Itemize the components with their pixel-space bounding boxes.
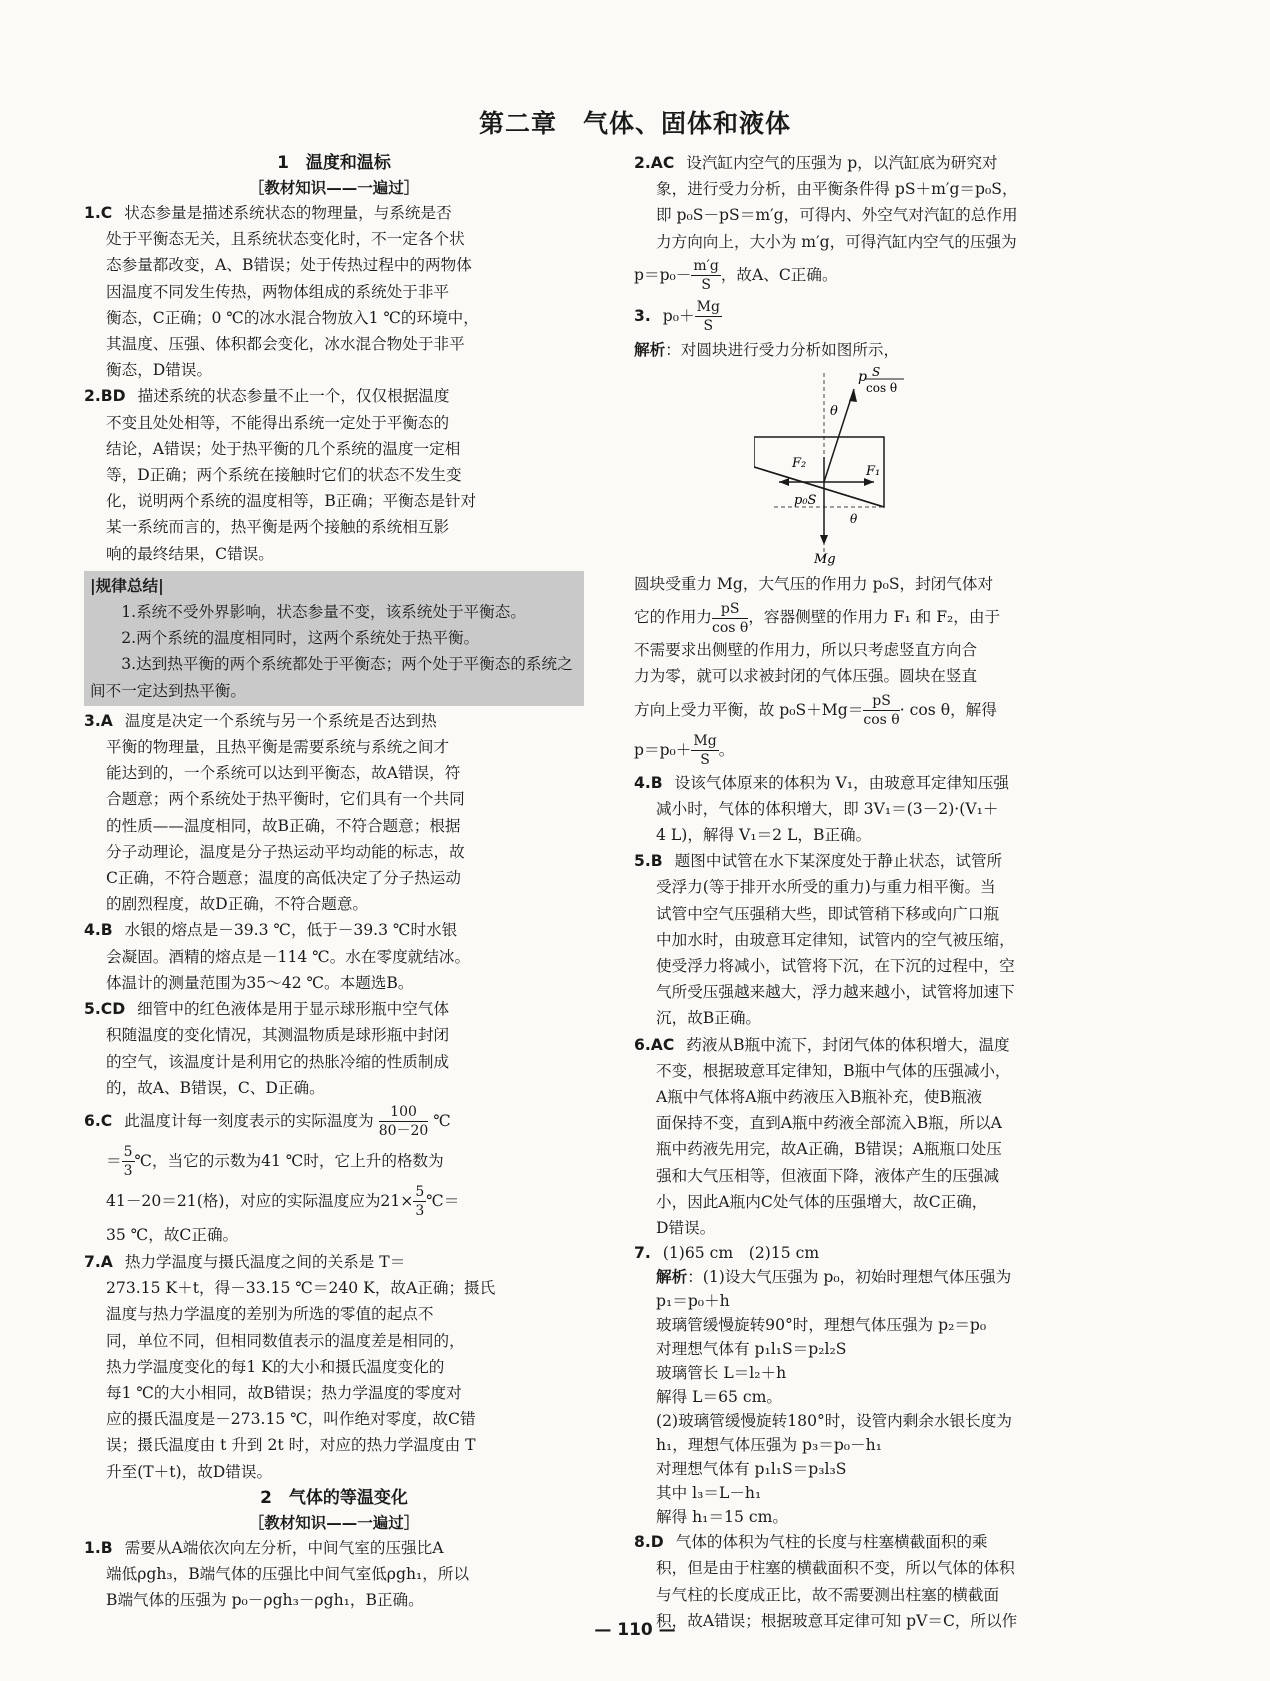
answer-line: 衡态，D错误。 — [106, 361, 213, 380]
fraction-top: 5 — [415, 1184, 425, 1201]
fraction-top: pS — [863, 692, 899, 711]
equation-text: ，故A、C正确。 — [720, 265, 838, 284]
arrow-head — [864, 478, 874, 486]
analysis-line: 玻璃管缓慢旋转90°时，理想气体压强为 p₂＝p₀ — [656, 1316, 987, 1335]
label-s: S — [872, 367, 881, 380]
fraction — [863, 692, 899, 729]
answer-line: 设汽缸内空气的压强为 p，以汽缸底为研究对 — [686, 154, 998, 172]
analysis-line — [634, 337, 1128, 363]
answer-line: 细管中的红色液体是用于显示球形瓶中空气体 — [137, 1000, 450, 1019]
answer-line: 气所受压强越来越大，浮力越来越小，试管将加速下 — [656, 983, 1015, 1002]
page-number: — 110 — — [594, 1620, 676, 1640]
answer-line: 的，故A、B错误，C、D正确。 — [106, 1078, 325, 1097]
analysis-line: 对理想气体有 p₁l₁S＝p₃l₃S — [656, 1460, 847, 1479]
answer-line: 热力学温度与摄氏温度之间的关系是 T＝ — [124, 1252, 406, 1271]
analysis-text: p＝p₀＋ — [634, 740, 692, 759]
answer-list-1 — [84, 200, 584, 567]
answer-line: 温度与热力学温度的差别为所选的零值的起点不 — [106, 1305, 434, 1324]
answer-line: 水银的熔点是－39.3 ℃，低于－39.3 ℃时水银 — [124, 921, 458, 940]
fraction-top: Mg — [693, 733, 717, 750]
label-f2: F₂ — [792, 456, 807, 472]
answer-number: 5.B — [634, 852, 663, 871]
fraction-top: 5 — [123, 1144, 133, 1161]
answer-line: 处于平衡态无关，且系统状态变化时，不一定各个状 — [106, 230, 465, 249]
answer-item — [634, 770, 1128, 849]
answer-line: 受浮力(等于排开水所受的重力)与重力相平衡。当 — [656, 878, 996, 897]
answer-line: 的空气，该温度计是利用它的热胀冷缩的性质制成 — [106, 1052, 450, 1071]
answer-line: 升至(T＋t)，故D错误。 — [106, 1462, 273, 1481]
analysis-line: 圆块受重力 Mg，大气压的作用力 p₀S，封闭气体对 — [634, 575, 994, 594]
answer-line: 某一系统而言的，热平衡是两个接触的系统相互影 — [106, 518, 450, 537]
answer-line: 描述系统的状态参量不止一个，仅仅根据温度 — [137, 387, 450, 406]
analysis-line: h₁，理想气体压强为 p₃＝p₀－h₁ — [656, 1436, 882, 1455]
fraction-top: 100 — [379, 1103, 429, 1122]
block-slope — [754, 467, 884, 507]
answer-list-3 — [84, 1249, 584, 1485]
answer-number: 1.B — [84, 1538, 113, 1557]
answer-line: 使受浮力将减小，试管将下沉，在下沉的过程中，空 — [656, 957, 1015, 976]
answer-line: 能达到的，一个系统可以达到平衡态，故A错误，符 — [106, 764, 461, 783]
analysis-line — [656, 1265, 1128, 1289]
answer-line: 小，因此A瓶内C处气体的压强增大，故C正确， — [656, 1192, 988, 1211]
answer-line: 积，故A错误；根据玻意耳定律可知 pV＝C，所以作 — [656, 1611, 1018, 1630]
analysis-line: 玻璃管长 L＝l₂＋h — [656, 1364, 787, 1383]
answer-text: 41－20＝21(格)，对应的实际温度应为21× — [106, 1191, 414, 1210]
label-mg: Mg — [814, 552, 836, 568]
answer-line: 应的摄氏温度是－273.15 ℃，叫作绝对零度，故C错 — [106, 1410, 476, 1429]
answer-number: 7. — [634, 1244, 651, 1263]
chapter-title: 第二章 气体、固体和液体 — [478, 109, 791, 138]
answer-value: p₀＋ — [662, 306, 695, 325]
fraction-bottom: 3 — [123, 1163, 133, 1180]
answer-text: ＝ — [106, 1151, 122, 1170]
fraction-bottom: cos θ — [711, 619, 749, 636]
answer-line: 衡态，C正确；0 ℃的冰水混合物放入1 ℃的环境中， — [106, 308, 479, 327]
answer-line: 273.15 K＋t，得－33.15 ℃＝240 K，故A正确；摄氏 — [106, 1279, 496, 1298]
label-f1: F₁ — [866, 464, 881, 480]
analysis-text: 方向上受力平衡，故 p₀S＋Mg＝ — [634, 700, 864, 719]
analysis-text: ，容器侧壁的作用力 F₁ 和 F₂，由于 — [748, 608, 1001, 627]
section-subtitle-2: ［教材知识——一遍过］ — [248, 1513, 420, 1532]
fraction-bottom: cos θ — [863, 712, 900, 729]
answer-line: 的剧烈程度，故D正确，不符合题意。 — [106, 895, 369, 914]
analysis-line: 解得 L＝65 cm。 — [656, 1388, 783, 1407]
answer-line: 其温度、压强、体积都会变化，冰水混合物处于非平 — [106, 335, 465, 354]
answer-line: 每1 ℃的大小相同，故B错误；热力学温度的零度对 — [106, 1383, 462, 1402]
analysis-text: · cos θ，解得 — [899, 700, 997, 719]
analysis-line: 其中 l₃＝L－h₁ — [656, 1484, 762, 1503]
answer-line: 即 p₀S－pS＝m′g，可得内、外空气对汽缸的总作用 — [656, 206, 1018, 225]
analysis-text: ：(1)设大气压强为 p₀，初始时理想气体压强为 — [687, 1268, 1012, 1287]
answer-item — [84, 996, 584, 1101]
section-title-2: 2 气体的等温变化 — [260, 1487, 408, 1508]
analysis-text: 。 — [718, 740, 735, 759]
answer-line: 沉，故B正确。 — [656, 1009, 762, 1028]
answer-line: 象，进行受力分析，由平衡条件得 pS＋m′g＝p₀S， — [656, 180, 1018, 199]
fraction-bottom: 3 — [415, 1203, 425, 1220]
analysis-block — [634, 1265, 1128, 1529]
fraction-top: m′g — [693, 258, 719, 275]
answer-line: 气体的体积为气柱的长度与柱塞横截面积的乘 — [675, 1533, 988, 1552]
arrow-head — [820, 535, 828, 545]
answer-line: 积，但是由于柱塞的横截面积不变，所以气体的体积 — [656, 1559, 1015, 1578]
answer-line: 状态参量是描述系统状态的物理量，与系统是否 — [124, 204, 452, 222]
answer-line: B端气体的压强为 p₀－ρgh₃－ρgh₁，B正确。 — [106, 1591, 424, 1610]
answer-line: D错误。 — [656, 1219, 716, 1238]
analysis-line — [634, 690, 1128, 730]
summary-line: 1.系统不受外界影响，状态参量不变，该系统处于平衡态。 — [121, 603, 526, 622]
answer-line: 中加水时，由玻意耳定律知，试管内的空气被压缩， — [656, 930, 1015, 949]
answer-text: 此温度计每一刻度表示的实际温度为 — [124, 1111, 374, 1130]
answer-item-8 — [634, 1529, 1128, 1634]
answer-item — [84, 708, 584, 918]
answer-item-2ac — [634, 150, 1128, 255]
answer-line: 4 L)，解得 V₁＝2 L，B正确。 — [656, 826, 872, 845]
unit: ℃ — [433, 1111, 451, 1130]
answer-line: 热力学温度变化的每1 K的大小和摄氏温度变化的 — [106, 1357, 445, 1376]
fraction — [413, 1183, 426, 1220]
block-shape — [754, 437, 884, 507]
answer-line: 与气柱的长度成正比，故不需要测出柱塞的横截面 — [656, 1585, 1000, 1604]
fraction-bottom: 80－20 — [378, 1123, 429, 1140]
answer-number: 6.AC — [634, 1035, 675, 1054]
answer-text: ℃，当它的示数为41 ℃时，它上升的格数为 — [134, 1151, 444, 1170]
answer-line: 瓶中药液先用完，故A正确，B错误；A瓶瓶口处压 — [656, 1140, 1002, 1159]
summary-line: 3.达到热平衡的两个系统都处于平衡态；两个处于平衡态的系统之间不一定达到热平衡。 — [90, 655, 573, 700]
answer-line: 合题意；两个系统处于热平衡时，它们具有一个共同 — [106, 790, 465, 809]
fraction — [691, 257, 720, 294]
answer-line: 需要从A端依次向左分析，中间气室的压强比A — [124, 1538, 444, 1557]
analysis-line: 不需要求出侧壁的作用力，所以只考虑竖直方向合 — [634, 641, 978, 660]
answer-line: 的性质——温度相同，故B正确，不符合题意；根据 — [106, 816, 461, 835]
answer-item — [84, 1535, 584, 1614]
answer-line: 减小时，气体的体积增大，即 3V₁＝(3－2)·(V₁＋ — [656, 799, 999, 818]
label-theta-2: θ — [850, 512, 858, 527]
equation-line — [634, 255, 1128, 295]
answer-line: 端低ρgh₃，B端气体的压强比中间气室低ρgh₁，所以 — [106, 1564, 470, 1583]
answer-line: 力方向向上，大小为 m′g，可得汽缸内空气的压强为 — [656, 232, 1017, 251]
label-cos: cos θ — [866, 381, 898, 396]
answer-line: 不变，根据玻意耳定律知，B瓶中气体的压强减小， — [656, 1061, 1011, 1080]
answer-line: 温度是决定一个系统与另一个系统是否达到热 — [124, 711, 437, 730]
analysis-line: p₁＝p₀＋h — [656, 1292, 730, 1311]
answer-line: 平衡的物理量，且热平衡是需要系统与系统之间才 — [106, 738, 450, 757]
answer-list-2 — [84, 708, 584, 1101]
answer-number: 2.AC — [634, 154, 675, 172]
answer-line: 设该气体原来的体积为 V₁，由玻意耳定律知压强 — [674, 773, 1010, 792]
analysis-label: 解析 — [634, 340, 666, 359]
fraction-top: Mg — [696, 299, 720, 316]
force-arrow-pressure — [824, 389, 854, 482]
answer-line: 积随温度的变化情况，其测温物质是球形瓶中封闭 — [106, 1026, 450, 1045]
fraction — [122, 1143, 135, 1180]
analysis-text: ：对圆块进行受力分析如图所示， — [665, 340, 900, 359]
fraction-bottom: S — [703, 318, 714, 335]
answer-line: 误；摄氏温度由 t 升到 2t 时，对应的热力学温度由 T — [106, 1436, 476, 1455]
analysis-text: 它的作用力 — [634, 608, 712, 627]
answer-line: 分子动理论，温度是分子热运动平均动能的标志，故 — [106, 842, 465, 861]
analysis-line: 对理想气体有 p₁l₁S＝p₂l₂S — [656, 1340, 847, 1359]
answer-item — [84, 917, 584, 996]
fraction — [691, 732, 718, 769]
force-diagram — [754, 367, 1054, 567]
answer-number: 4.B — [634, 773, 663, 792]
answer-line: 面保持不变，直到A瓶中药液全部流入B瓶，所以A — [656, 1114, 1002, 1133]
answer-number: 4.B — [84, 921, 113, 940]
answer-item-7 — [634, 1241, 1128, 1529]
answer-number: 3. — [634, 306, 651, 325]
answer-number: 3.A — [84, 711, 113, 730]
answer-number: 1.C — [84, 204, 113, 222]
answer-list-4 — [84, 1535, 584, 1614]
answer-line: 态参量都改变，A、B错误；处于传热过程中的两物体 — [106, 256, 472, 275]
answer-list-right — [634, 770, 1128, 1242]
answer-item-6 — [84, 1101, 584, 1249]
answer-item — [634, 848, 1128, 1031]
analysis-line: 解得 h₁＝15 cm。 — [656, 1508, 788, 1527]
fraction — [695, 298, 722, 335]
analysis-line — [634, 597, 1128, 637]
answer-line: 等，D正确；两个系统在接触时它们的状态不发生变 — [106, 466, 462, 485]
left-column — [84, 150, 584, 1613]
fraction-bottom: S — [700, 752, 710, 769]
answer-line: 强和大气压相等，但液面下降，液体产生的压强减 — [656, 1166, 1000, 1185]
analysis-line — [634, 730, 1128, 770]
answer-line: 药液从B瓶中流下，封闭气体的体积增大，温度 — [686, 1035, 1010, 1054]
answer-item — [84, 383, 584, 566]
answer-number: 5.CD — [84, 1000, 126, 1019]
answer-item — [634, 1032, 1128, 1242]
right-column — [634, 150, 1128, 1634]
arrow-head — [779, 478, 789, 486]
label-theta: θ — [830, 404, 838, 420]
fraction-top: pS — [712, 600, 748, 619]
answer-line: 因温度不同发生传热，两物体组成的系统处于非平 — [106, 282, 450, 301]
label-p0s: p₀S — [794, 493, 817, 509]
analysis-line: 力为零，就可以求被封闭的气体压强。圆块在竖直 — [634, 667, 978, 686]
answer-line: 结论，A错误；处于热平衡的几个系统的温度一定相 — [106, 439, 461, 458]
answer-value: (1)65 cm (2)15 cm — [662, 1244, 820, 1263]
answer-line: 同，单位不同，但相同数值表示的温度差是相同的， — [106, 1331, 465, 1350]
fraction — [712, 600, 748, 637]
summary-title: |规律总结| — [90, 576, 164, 595]
fraction-bottom: S — [701, 277, 711, 294]
section-subtitle-1: ［教材知识——一遍过］ — [248, 179, 420, 197]
answer-item — [84, 1249, 584, 1485]
fraction — [379, 1103, 429, 1140]
summary-line: 2.两个系统的温度相同时，这两个系统处于热平衡。 — [121, 629, 480, 648]
equation-text: p＝p₀－ — [634, 265, 692, 284]
answer-line: 试管中空气压强稍大些，即试管稍下移或向广口瓶 — [656, 904, 1000, 923]
summary-box — [84, 571, 584, 706]
answer-line: 响的最终结果，C错误。 — [106, 544, 274, 563]
answer-number: 8.D — [634, 1533, 664, 1552]
answer-line: 会凝固。酒精的熔点是－114 ℃。水在零度就结冰。 — [106, 947, 471, 966]
analysis-label: 解析 — [656, 1268, 688, 1287]
answer-line: 化，说明两个系统的温度相等，B正确；平衡态是针对 — [106, 492, 477, 511]
answer-number: 7.A — [84, 1252, 113, 1271]
answer-line: A瓶中气体将A瓶中药液压入B瓶补充，使B瓶液 — [656, 1088, 983, 1107]
answer-item-3 — [634, 295, 1128, 337]
analysis-line: (2)玻璃管缓慢旋转180°时，设管内剩余水银长度为 — [656, 1412, 1012, 1431]
answer-number: 6.C — [84, 1111, 113, 1130]
answer-number: 2.BD — [84, 387, 126, 406]
label-p: p — [858, 369, 867, 386]
answer-line: 题图中试管在水下某深度处于静止状态，试管所 — [674, 852, 1003, 871]
answer-text: ℃＝ — [426, 1191, 460, 1210]
answer-line: 不变且处处相等，不能得出系统一定处于平衡态的 — [106, 413, 450, 432]
answer-line: 体温计的测量范围为35～42 ℃。本题选B。 — [106, 973, 414, 992]
answer-line: C正确，不符合题意；温度的高低决定了分子热运动 — [106, 869, 461, 888]
answer-text: 35 ℃，故C正确。 — [106, 1225, 239, 1244]
section-title-1: 1 温度和温标 — [277, 153, 391, 173]
answer-item — [84, 200, 584, 383]
